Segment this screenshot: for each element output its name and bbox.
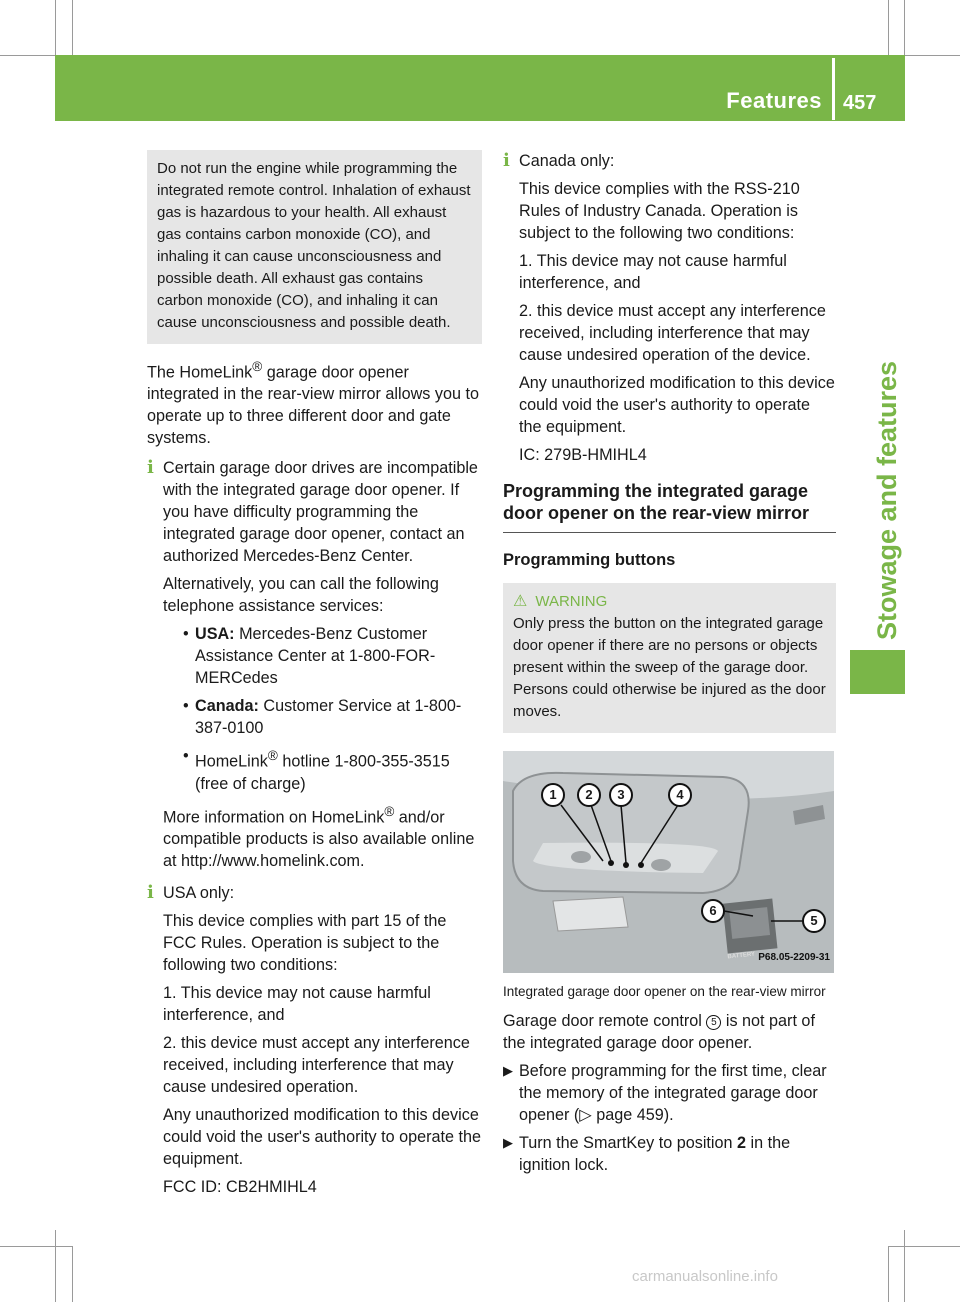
note-paragraph: Any unauthorized modification to this device could void the user's authority to operate the equipment.	[519, 374, 835, 436]
callout-3: 3	[609, 783, 633, 807]
crop-mark	[55, 1230, 56, 1302]
note-paragraph: Certain garage door drives are incompatible with the integrated garage door opener. If you have difficulty programming the integrated garage door opener, contact an authorized Mercedes-Benz Center.	[163, 459, 478, 566]
figure-caption: Integrated garage door opener on the rear-view mirror	[503, 984, 826, 999]
note-paragraph: Any unauthorized modification to this device could void the user's authority to operate the equipment.	[163, 1106, 482, 1169]
page-ref-arrow-icon: ▷	[579, 1106, 597, 1124]
info-note-usa	[147, 882, 482, 1198]
callout-6: 6	[701, 899, 725, 923]
remote-battery-label: BATTERY	[727, 951, 756, 961]
note-paragraph: 2. this device must accept any interference received, including interference that may cause undesired operation.	[163, 1034, 470, 1097]
step-turn-key: ▶ Turn the SmartKey to position 2 in the ignition lock.	[503, 1134, 791, 1174]
warning-box	[503, 583, 836, 733]
callout-5: 5	[802, 909, 826, 933]
engine-warning-box	[147, 150, 482, 344]
section-title: Programming the integrated garage door opener on the rear-view mirror	[503, 480, 836, 533]
step-clear-memory: ▶ Before programming for the first time, clear the memory of the integrated garage door opener (▷ page 459).	[503, 1062, 827, 1124]
warning-text: Only press the button on the integrated garage door opener if there are no persons or objects present within the sweep of the garage door. Persons could otherwise be injured as the door moves.	[513, 615, 826, 720]
header-title: Features	[726, 88, 822, 113]
side-tab-block	[850, 650, 905, 694]
callout-1: 1	[541, 783, 565, 807]
crop-mark	[888, 1246, 960, 1247]
crop-mark	[72, 0, 73, 55]
bullet-homelink-hotline: • HomeLink® hotline 1-800-355-3515 (free of charge)	[183, 747, 450, 793]
callout-4: 4	[668, 783, 692, 807]
crop-mark	[904, 1230, 905, 1302]
note-paragraph: Alternatively, you can call the following telephone assistance services:	[163, 575, 439, 616]
note-paragraph: This device complies with the RSS-210 Rules of Industry Canada. Operation is subject to the following two conditions:	[519, 180, 800, 242]
note-title: Canada only:	[519, 152, 615, 170]
note-paragraph: 1. This device may not cause harmful interference, and	[519, 252, 787, 292]
callout-2: 2	[577, 783, 601, 807]
note-paragraph: More information on HomeLink® and/or compatible products is also available online at http://www.homelink.com.	[163, 803, 475, 871]
note-paragraph: This device complies with part 15 of the FCC Rules. Operation is subject to the following two conditions:	[163, 912, 447, 975]
homelink-intro: The HomeLink® garage door opener integrated in the rear-view mirror allows you to operate up to three different door and gate systems.	[147, 359, 479, 448]
side-chapter-title: Stowage and features	[872, 360, 902, 640]
warning-heading: ⚠ WARNING	[513, 591, 826, 613]
info-icon: i	[147, 457, 154, 479]
header-separator	[832, 58, 835, 120]
info-note-canada	[503, 150, 836, 466]
remote-note: Garage door remote control 5 is not part of the integrated garage door opener.	[503, 1012, 815, 1052]
crop-mark	[0, 1246, 72, 1247]
note-title: USA only:	[163, 884, 235, 903]
watermark: carmanualsonline.info	[632, 1268, 778, 1285]
left-column	[147, 150, 482, 1204]
crop-mark	[72, 1246, 73, 1302]
subsection-title: Programming buttons	[503, 551, 676, 569]
info-note-compatibility	[147, 457, 482, 872]
info-icon: i	[503, 150, 510, 171]
note-paragraph: 1. This device may not cause harmful interference, and	[163, 984, 431, 1025]
page-number: 457	[843, 92, 877, 114]
info-icon: i	[147, 882, 154, 904]
ic-id: IC: 279B-HMIHL4	[519, 446, 647, 464]
page-reference-link[interactable]: page 459	[596, 1106, 664, 1124]
figure-code: P68.05-2209-31	[758, 952, 830, 963]
fcc-id: FCC ID: CB2HMIHL4	[163, 1178, 317, 1197]
crop-mark	[888, 0, 889, 55]
bullet-canada: • Canada: Customer Service at 1-800-387-0100	[183, 697, 462, 738]
right-column	[503, 150, 836, 1182]
warning-triangle-icon: ⚠	[513, 593, 528, 610]
crop-mark	[888, 1246, 889, 1302]
callout-ref-5: 5	[706, 1015, 721, 1030]
mirror-photo	[503, 751, 834, 973]
step-arrow-icon: ▶	[503, 1135, 513, 1150]
step-arrow-icon: ▶	[503, 1063, 513, 1078]
note-paragraph: 2. this device must accept any interference received, including interference that may cause undesired operation of the device.	[519, 302, 826, 364]
engine-warning-text: Do not run the engine while programming the integrated remote control. Inhalation of exhaust gas is hazardous to your health. All exhaust gas contains carbon monoxide (CO), and inhaling it can cause unconsciousness and possible death. All exhaust gas contains carbon monoxide (CO), and inhaling it can cause unconsciousness and possible death.	[157, 160, 471, 331]
bullet-usa: • USA: Mercedes-Benz Customer Assistance Center at 1-800-FOR-MERCedes	[183, 625, 436, 688]
